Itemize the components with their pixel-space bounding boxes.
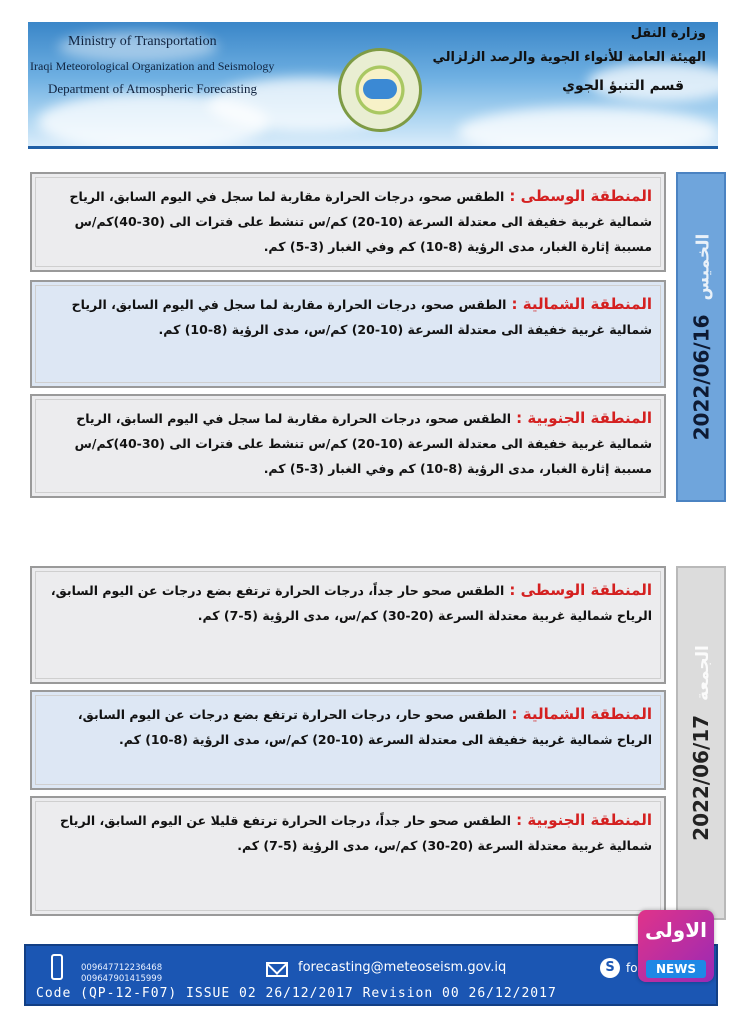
ministry-name-ar: وزارة النقل <box>630 26 706 41</box>
region-title: المنطقة الشمالية : <box>511 705 652 723</box>
day1-date-tab <box>676 172 726 502</box>
document-code-line: Code (QP-12-F07) ISSUE 02 26/12/2017 Revision 00 26/12/2017 <box>36 986 557 1001</box>
skype-handle: fo <box>626 961 638 975</box>
organization-name-ar: الهيئة العامة للأنواء الجوية والرصد الزلزالي <box>432 50 706 65</box>
day1-region-south <box>30 394 666 498</box>
day-date: 2022/06/17 <box>689 714 714 841</box>
day1-region-central <box>30 172 666 272</box>
organization-seal-logo <box>338 48 422 132</box>
region-title: المنطقة الشمالية : <box>511 295 652 313</box>
region-title: المنطقة الوسطى : <box>509 581 652 599</box>
phone-number-2: 009647901415999 <box>81 974 163 984</box>
region-forecast-text: الطقس صحو حار، درجات الحرارة ترتفع بضع درجات عن اليوم السابق، الرياح شمالية غربية خفيفة الى معتدلة السرعة (10-20) كم/س، مدى الرؤية (8-10) كم. <box>77 707 652 747</box>
news-watermark-logo <box>638 910 714 982</box>
day-name: الجمعة <box>693 645 714 701</box>
header-banner <box>28 22 718 149</box>
region-forecast-text: الطقس صحو، درجات الحرارة مقاربة لما سجل في اليوم السابق، الرياح شمالية غربية خفيفة الى معتدلة السرعة (10-20) كم/س تنشط على فترات الى (30-40)كم/س مسببة إثارة الغبار، مدى الرؤية (8-10) كم وفي الغبار (3-5) كم. <box>69 189 652 254</box>
region-title: المنطقة الجنوبية : <box>516 811 652 829</box>
department-name-en: Department of Atmospheric Forecasting <box>48 81 258 96</box>
day1-region-north <box>30 280 666 388</box>
organization-name-en: Iraqi Meteorological Organization and Seismology <box>30 59 275 73</box>
region-forecast-text: الطقس صحو، درجات الحرارة مقاربة لما سجل في اليوم السابق، الرياح شمالية غربية خفيفة الى معتدلة السرعة (10-20) كم/س، مدى الرؤية (8-10) كم. <box>71 297 652 337</box>
phone-number-1: 009647712236468 <box>81 963 163 973</box>
email-address[interactable]: forecasting@meteoseism.gov.iq <box>298 960 507 975</box>
cloud-icon <box>363 79 397 99</box>
region-forecast-text: الطقس صحو حار جداً، درجات الحرارة ترتفع بضع درجات عن اليوم السابق، الرياح شمالية غربية معتدلة السرعة (20-30) كم/س، مدى الرؤية (5-7) كم. <box>50 583 652 623</box>
day2-date-tab <box>676 566 726 920</box>
region-forecast-text: الطقس صحو، درجات الحرارة مقاربة لما سجل في اليوم السابق، الرياح شمالية غربية خفيفة الى معتدلة السرعة (10-20) كم/س تنشط على فترات الى (30-40)كم/س مسببة إثارة الغبار، مدى الرؤية (8-10) كم وفي الغبار (3-5) كم. <box>74 411 652 476</box>
region-title: المنطقة الجنوبية : <box>516 409 652 427</box>
footer-contact-bar <box>24 944 718 1006</box>
day2-region-north <box>30 690 666 790</box>
day2-region-central <box>30 566 666 684</box>
phone-icon <box>51 954 63 980</box>
ministry-name-en: Ministry of Transportation <box>68 34 217 49</box>
skype-icon: S <box>600 958 620 978</box>
day-date: 2022/06/16 <box>689 314 713 441</box>
watermark-news-badge: NEWS <box>646 960 706 978</box>
watermark-logo-text: الاولى <box>645 918 707 942</box>
region-forecast-text: الطقس صحو حار جداً، درجات الحرارة ترتفع قليلا عن اليوم السابق، الرياح شمالية غربية معتدلة السرعة (20-30) كم/س، مدى الرؤية (5-7) كم. <box>60 813 652 853</box>
mail-icon <box>266 962 288 977</box>
department-name-ar: قسم التنبؤ الجوي <box>562 78 684 94</box>
region-title: المنطقة الوسطى : <box>509 187 652 205</box>
day2-region-south <box>30 796 666 916</box>
day-name: الخميس <box>693 233 713 301</box>
cloud-decoration <box>458 107 718 149</box>
phone-numbers <box>81 963 162 985</box>
